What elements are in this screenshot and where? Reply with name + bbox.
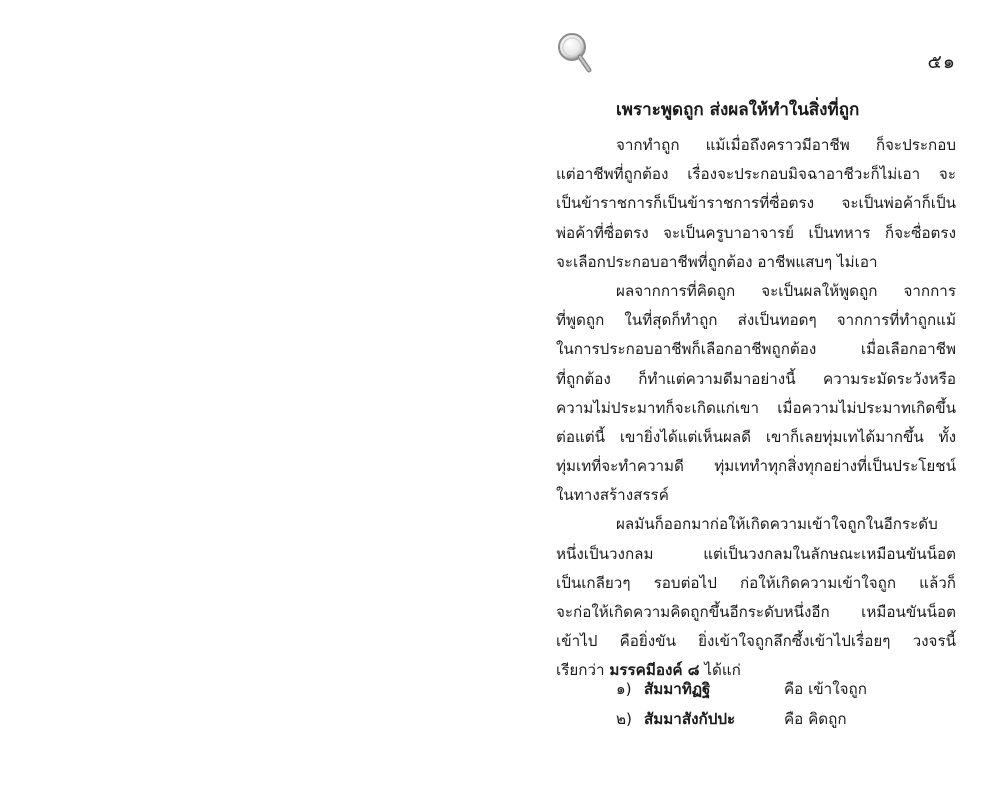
text-line: ที่พูดถูก ในที่สุดก็ทำถูก ส่งเป็นทอดๆ จากการที่ทำถูกแม้ [556, 311, 956, 330]
book-page [556, 0, 956, 791]
text-line: พ่อค้าที่ซื่อตรง จะเป็นครูบาอาจารย์ เป็นทหาร ก็จะซื่อตรง [556, 223, 956, 242]
list-number: ๑) [616, 680, 632, 698]
text-line: เป็นข้าราชการก็เป็นข้าราชการที่ซื่อตรง จะเป็นพ่อค้าก็เป็น [556, 194, 956, 213]
text-line: เข้าไป คือยิ่งขัน ยิ่งเข้าใจถูกลึกซึ้งเข้าไปเรื่อยๆ วงจรนี้ [556, 632, 956, 651]
text-line: ในการประกอบอาชีพก็เลือกอาชีพถูกต้อง เมื่อเลือกอาชีพ [556, 340, 956, 359]
text-line: ความไม่ประมาทก็จะเกิดแก่เขา เมื่อความไม่ประมาทเกิดขึ้น [556, 398, 956, 417]
text-line: จะเลือกประกอบอาชีพที่ถูกต้อง อาชีพแสบๆ ไม่เอา [556, 252, 878, 271]
bold-term: มรรคมีองค์ ๘ [609, 661, 700, 680]
text-line: จากทำถูก แม้เมื่อถึงคราวมีอาชีพ ก็จะประกอบ [616, 136, 956, 154]
text-fragment: ได้แก่ [699, 661, 741, 680]
list-meaning: คือ เข้าใจถูก [784, 680, 867, 698]
text-line: ผลมันก็ออกมาก่อให้เกิดความเข้าใจถูกในอีกระดับ [616, 515, 938, 534]
text-line: แต่อาชีพที่ถูกต้อง เรื่องจะประกอบมิจฉาอาชีวะก็ไม่เอา จะ [556, 165, 956, 184]
text-line: ต่อแต่นี้ เขายิ่งได้แต่เห็นผลดี เขาก็เลยทุ่มเทได้มากขึ้น ทั้ง [556, 427, 956, 446]
list-number: ๒) [616, 710, 632, 728]
body-text [556, 131, 956, 686]
list-item [616, 674, 867, 704]
text-line: ทุ่มเทที่จะทำความดี ทุ่มเททำทุกสิ่งทุกอย่างที่เป็นประโยชน์ [556, 457, 956, 476]
list-meaning: คือ คิดถูก [784, 710, 847, 728]
list-term: สัมมาสังกัปปะ [644, 710, 736, 728]
list-item [616, 704, 867, 734]
text-line: ในทางสร้างสรรค์ [556, 486, 669, 505]
text-line: หนึ่งเป็นวงกลม แต่เป็นวงกลมในลักษณะเหมือนขันน็อต [556, 544, 956, 563]
magnifier-logo-icon [556, 30, 594, 74]
text-line: จะก่อให้เกิดความคิดถูกขึ้นอีกระดับหนึ่งอีก เหมือนขันน็อต [556, 603, 956, 621]
text-line: ที่ถูกต้อง ก็ทำแต่ความดีมาอย่างนี้ ความระมัดระวังหรือ [556, 369, 956, 388]
text-line: ผลจากการที่คิดถูก จะเป็นผลให้พูดถูก จากการ [616, 281, 956, 300]
text-fragment: เรียกว่า [556, 661, 610, 680]
page-number: ๕๑ [927, 51, 956, 73]
text-line: เป็นเกลียวๆ รอบต่อไป ก่อให้เกิดความเข้าใจถูก แล้วก็ [556, 573, 956, 592]
section-title: เพราะพูดถูก ส่งผลให้ทำในสิ่งที่ถูก [616, 100, 860, 120]
list-term: สัมมาทิฏฐิ [644, 680, 711, 698]
numbered-list [616, 674, 867, 734]
